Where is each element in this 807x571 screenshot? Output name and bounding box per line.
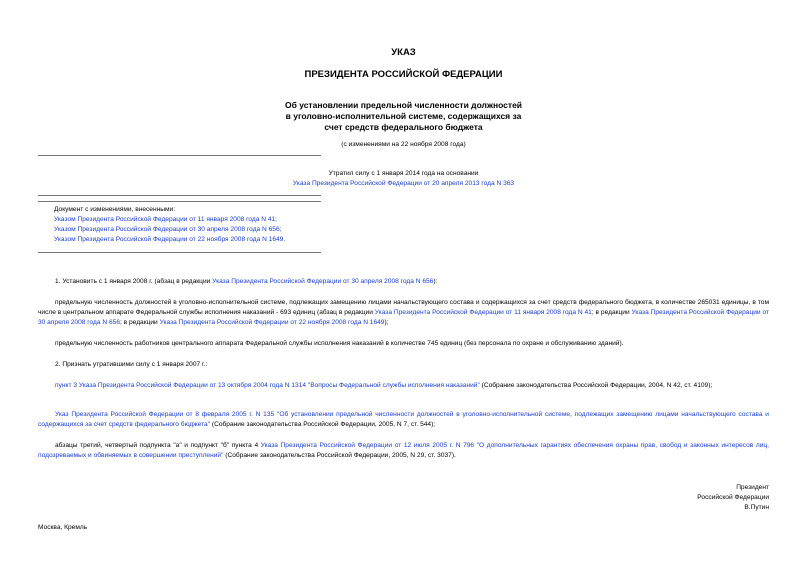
paragraph-4: [38, 360, 769, 370]
divider-line: [38, 252, 321, 253]
signature-title: Президент: [736, 484, 769, 491]
paragraph-2-mid: ; в редакции: [591, 309, 632, 316]
paragraph-3-text: предельную численность работников центрального аппарата Федеральной службы исполнения наказаний в количестве 745 единиц (без персонала по охране и обслуживанию зданий).: [55, 340, 624, 347]
repeal-decree-link[interactable]: Указа Президента Российской Федерации от 20 апреля 2013 года N 363: [292, 180, 515, 187]
amendment-link-3[interactable]: Указом Президента Российской Федерации от 22 ноября 2008 года N 1649.: [54, 236, 286, 243]
signature-office: Российской Федерации: [697, 494, 769, 501]
paragraph-2-end: );: [384, 319, 389, 326]
document-title-line-2: в уголовно-исполнительной системе, содержащихся за: [285, 111, 522, 121]
document-title: [0, 100, 807, 133]
amendment-link-2[interactable]: Указом Президента Российской Федерации от 30 апреля 2008 года N 656;: [54, 226, 282, 233]
paragraph-1-link[interactable]: Указа Президента Российской Федерации от 30 апреля 2008 года N 656: [212, 278, 434, 285]
paragraph-2: [38, 298, 769, 328]
divider-line: [38, 155, 321, 156]
doc-type-title: УКАЗ: [391, 47, 416, 58]
document-title-line-1: Об установлении предельной численности должностей: [284, 100, 523, 110]
paragraph-6-end: (Собрание законодательства Российской Федерации, 2005, N 7, ст. 544);: [210, 421, 436, 428]
amendment-link-1[interactable]: Указом Президента Российской Федерации от 11 января 2008 года N 41;: [54, 216, 278, 223]
paragraph-1-text: 1. Установить с 1 января 2008 г. (абзац в редакции: [55, 278, 213, 285]
issuer-title: ПРЕЗИДЕНТА РОССИЙСКОЙ ФЕДЕРАЦИИ: [304, 69, 503, 80]
paragraph-6: [38, 410, 769, 430]
amendments-block: [54, 205, 285, 245]
paragraph-5: [38, 381, 769, 391]
document-title-line-3: счет средств федерального бюджета: [324, 122, 483, 132]
divider-line: [38, 195, 321, 196]
paragraph-5-link[interactable]: пункт 3 Указа Президента Российской Федерации от 13 октября 2004 года N 1314 "Вопросы Федеральной службы исполнения наказаний": [55, 382, 480, 389]
repeal-status-text: Утратил силу с 1 января 2014 года на основании: [328, 170, 479, 177]
repeal-status: [0, 169, 807, 189]
paragraph-6-link[interactable]: Указ Президента Российской Федерации от 8 февраля 2005 г. N 135 "Об установлении предельной численности должностей в уголовно-исполнительной системе, подлежащих замещению лицами начальствующего состава и содержащихся за счет средств федерального бюджета": [38, 411, 769, 428]
paragraph-2-mid-2: ; в редакции: [120, 319, 160, 326]
signing-place: Москва, Кремль: [38, 524, 88, 531]
paragraph-7: [38, 441, 769, 461]
paragraph-5-end: (Собрание законодательства Российской Федерации, 2004, N 42, ст. 4109);: [479, 382, 713, 389]
paragraph-4-text: 2. Признать утратившими силу с 1 января 2007 г.:: [55, 361, 208, 368]
divider-line: [38, 201, 321, 202]
paragraph-3: [38, 339, 769, 349]
amendments-label: Документ с изменениями, внесенными:: [54, 206, 176, 213]
changes-note: (с изменениями на 22 ноября 2008 года): [341, 141, 466, 148]
paragraph-2-link-1[interactable]: Указа Президента Российской Федерации от 11 января 2008 года N 41: [374, 309, 592, 316]
paragraph-2-text: предельную численность должностей в уголовно-исполнительной системе, подлежащих замещению лицами начальствующего состава и содержащихся за счет средств федерального бюджета, в количестве 265031 единицы, в том числе в центральном аппарате Федеральной службы исполнения наказаний - 693 единиц (абзац в редакции: [38, 299, 769, 316]
paragraph-7-link[interactable]: Указа Президента Российской Федерации от 12 июля 2005 г. N 796 "О дополнительных гарантиях обеспечения охраны прав, свобод и законных интересов лиц, подозреваемых и обвиняемых в совершении преступлений": [38, 442, 770, 459]
paragraph-2-link-3[interactable]: Указа Президента Российской Федерации от 22 ноября 2008 года N 1649: [159, 319, 385, 326]
paragraph-1-end: ):: [433, 278, 438, 285]
paragraph-1: [38, 277, 769, 287]
signature-name: В.Путин: [744, 504, 769, 511]
paragraph-7-text: абзацы третий, четвертый подпункта "а" и подпункт "б" пункта 4: [55, 442, 261, 449]
signature-block: [697, 483, 769, 513]
paragraph-7-end: (Собрание законодательства Российской Федерации, 2005, N 29, ст. 3037).: [223, 452, 456, 459]
paragraph-2-link-2[interactable]: Указа Президента Российской Федерации от 30 апреля 2008 года N 656: [38, 309, 770, 326]
